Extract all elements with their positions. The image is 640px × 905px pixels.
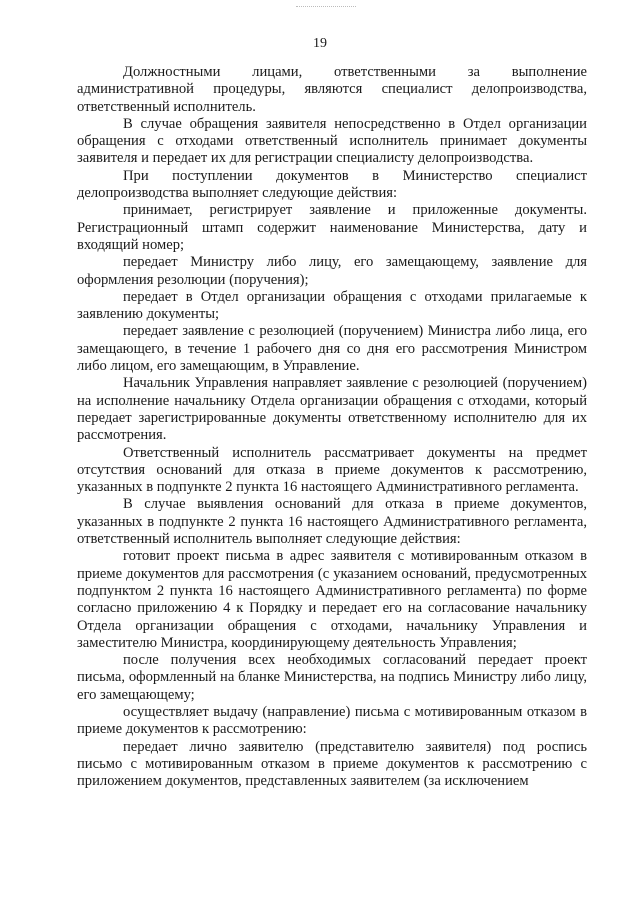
- paragraph: после получения всех необходимых согласований передает проект письма, оформленный на бланке Министерства, на подпись Министру либо лицу, его замещающему;: [77, 652, 587, 703]
- paragraph: передает лично заявителю (представителю заявителя) под роспись письмо с мотивированным отказом в приеме документов к рассмотрению с приложением документов, представленных заявителем (за исключением: [77, 738, 587, 790]
- paragraph: принимает, регистрирует заявление и приложенные документы. Регистрационный штамп содержит наименование Министерства, дату и входящий номер;: [77, 202, 587, 253]
- scan-artifact: [296, 6, 356, 9]
- paragraph: При поступлении документов в Министерство специалист делопроизводства выполняет следующие действия:: [77, 167, 587, 202]
- paragraph: готовит проект письма в адрес заявителя с мотивированным отказом в приеме документов для рассмотрения (с указанием оснований, предусмотренных подпунктом 2 пункта 16 настоящего Административного регламента) по форме согласно приложению 4 к Порядку и передает его на согласование начальнику Отдела организации обращения с отходами, начальнику Управления и заместителю Министра, координирующему деятельность Управления;: [77, 548, 587, 651]
- paragraph: Ответственный исполнитель рассматривает документы на предмет отсутствия оснований для отказа в приеме документов к рассмотрению, указанных в подпункте 2 пункта 16 настоящего Административного регламента.: [77, 444, 587, 496]
- page-number: 19: [313, 36, 327, 51]
- paragraph: передает заявление с резолюцией (поручением) Министра либо лица, его замещающего, в течение 1 рабочего дня со дня его рассмотрения Министром либо лицом, его замещающим, в Управление.: [77, 323, 587, 375]
- paragraph: передает Министру либо лицу, его замещающему, заявление для оформления резолюции (поручения);: [77, 254, 587, 288]
- paragraph: Должностными лицами, ответственными за выполнение административной процедуры, являются специалист делопроизводства, ответственный исполнитель.: [77, 64, 587, 115]
- paragraph: Начальник Управления направляет заявление с резолюцией (поручением) на исполнение начальнику Отдела организации обращения с отходами, который передает зарегистрированные документы ответственному исполнителю для их рассмотрения.: [77, 375, 587, 444]
- paragraph: В случае обращения заявителя непосредственно в Отдел организации обращения с отходами ответственный исполнитель принимает документы заявителя и передает их для регистрации специалисту делопроизводства.: [77, 115, 587, 167]
- paragraph: передает в Отдел организации обращения с отходами прилагаемые к заявлению документы;: [77, 288, 587, 323]
- paragraph: В случае выявления оснований для отказа в приеме документов, указанных в подпункте 2 пункта 16 настоящего Административного регламента, ответственный исполнитель выполняет следующие действия:: [77, 496, 587, 548]
- document-body: [77, 64, 587, 790]
- paragraph: осуществляет выдачу (направление) письма с мотивированным отказом в приеме документов к рассмотрению:: [77, 703, 587, 738]
